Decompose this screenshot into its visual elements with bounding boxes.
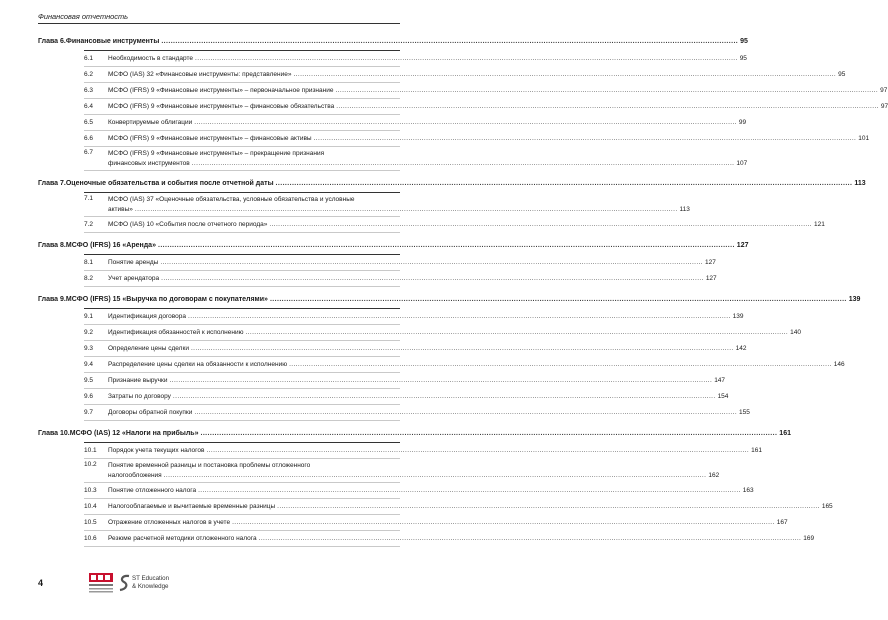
dot-leader [198, 486, 741, 496]
chapter-title: Оценочные обязательства и события после отчетной даты [65, 180, 274, 187]
section-line [108, 486, 754, 496]
section-number: 6.1 [84, 55, 94, 62]
section-entry [84, 271, 717, 287]
section-page: 147 [714, 376, 726, 384]
section-title: Идентификация договора [108, 312, 187, 320]
dot-leader [158, 242, 735, 249]
section-line [108, 312, 744, 322]
section-number: 10.6 [84, 535, 97, 542]
section-page: 146 [833, 360, 845, 368]
section-entry [84, 131, 870, 147]
section-entry [84, 255, 716, 271]
dot-leader [200, 430, 777, 437]
section-body [108, 258, 716, 268]
section-page: 139 [732, 312, 744, 320]
section-body [108, 486, 754, 496]
chapter-heading [38, 180, 866, 192]
section-body [108, 118, 746, 128]
section-title: финансовых инструментов [108, 160, 190, 167]
section-body [108, 274, 717, 284]
section-page: 97 [880, 86, 888, 94]
section-page: 162 [708, 472, 720, 479]
section-page: 154 [717, 392, 729, 400]
chapter-title: МСФО (IAS) 12 «Налоги на прибыль» [69, 430, 199, 437]
partner-logo-icon [88, 572, 114, 594]
section-number: 9.6 [84, 393, 94, 400]
section-line [108, 274, 717, 284]
section-number: 7.2 [84, 221, 94, 228]
section-line [108, 220, 825, 230]
section-line [108, 118, 746, 128]
dot-leader [161, 38, 738, 45]
section-body [108, 54, 747, 64]
section-page: 95 [739, 54, 747, 62]
section-line [108, 54, 747, 64]
section-body [108, 392, 728, 402]
chapter-heading [38, 296, 861, 308]
section-line [108, 205, 690, 215]
logo-text-line2: & Knowledge [132, 583, 169, 590]
dot-leader [170, 376, 713, 386]
section-line [108, 502, 833, 512]
section-title: Конвертируемые облигации [108, 118, 193, 126]
section-number: 6.3 [84, 87, 94, 94]
dot-leader [191, 344, 734, 354]
section-body [108, 134, 869, 144]
section-entry [84, 483, 754, 499]
section-number: 10.4 [84, 503, 97, 510]
section-line [108, 392, 728, 402]
section-entry [84, 515, 788, 531]
section-page: 140 [790, 328, 801, 336]
section-title: МСФО (IFRS) 9 «Финансовые инструменты» – финансовые активы [108, 134, 312, 142]
chapter-page: 139 [848, 296, 861, 303]
section-body [108, 344, 746, 354]
dot-leader [173, 392, 716, 402]
section-number: 10.5 [84, 519, 97, 526]
section-page: 99 [738, 118, 747, 126]
section-page: 127 [705, 274, 717, 282]
section-page: 161 [751, 446, 762, 454]
section-title: Отражение отложенных налогов в учете [108, 518, 231, 526]
section-entry [84, 325, 801, 341]
section-page: 169 [803, 534, 815, 542]
section-number: 7.1 [84, 195, 94, 202]
section-title: Необходимость в стандарте [108, 54, 194, 62]
dot-leader [135, 205, 678, 215]
section-list [84, 308, 845, 421]
section-line [108, 376, 725, 386]
dot-leader [245, 328, 788, 338]
chapter-label: Глава 6. [38, 38, 66, 45]
dot-leader [194, 408, 737, 418]
section-title: МСФО (IAS) 37 «Оценочные обязательства, условные обязательства и условные [108, 196, 355, 203]
section-body [108, 195, 690, 215]
table-of-contents [38, 34, 888, 547]
section-body [108, 518, 788, 528]
section-list [84, 442, 833, 547]
section-body [108, 102, 888, 112]
chapter-heading [38, 242, 749, 254]
section-entry [84, 193, 690, 217]
dot-leader [336, 102, 879, 112]
section-number: 6.2 [84, 71, 94, 78]
section-number: 6.5 [84, 119, 94, 126]
section-title: Признание выручки [108, 376, 168, 384]
section-title: Налогооблагаемые и вычитаемые временные разницы [108, 502, 276, 510]
section-line [108, 408, 750, 418]
section-title: МСФО (IAS) 10 «События после отчетного периода» [108, 220, 268, 228]
chapter-heading [38, 430, 791, 442]
section-title: активы» [108, 206, 133, 213]
chapter-page: 113 [854, 180, 866, 187]
section-line [108, 134, 869, 144]
dot-leader [293, 70, 836, 80]
dot-leader [277, 502, 820, 512]
running-head: Финансовая отчетность [38, 12, 400, 24]
section-body [108, 149, 747, 169]
section-body [108, 376, 725, 386]
section-title: налогообложения [108, 472, 162, 479]
section-line [108, 159, 747, 169]
section-page: 121 [814, 220, 825, 228]
chapter-title: Финансовые инструменты [65, 38, 160, 45]
section-entry [84, 341, 747, 357]
chapter-label: Глава 7. [38, 180, 66, 187]
section-page: 167 [776, 518, 788, 526]
section-page: 107 [736, 160, 748, 167]
section-entry [84, 373, 726, 389]
section-title: МСФО (IFRS) 9 «Финансовые инструменты» – финансовые обязательства [108, 102, 335, 110]
section-body [108, 312, 744, 322]
section-title: Идентификация обязанностей к исполнению [108, 328, 244, 336]
section-title: Понятие отложенного налога [108, 486, 197, 494]
dot-leader [188, 312, 731, 322]
section-title: МСФО (IAS) 32 «Финансовые инструменты: представление» [108, 70, 292, 78]
section-number: 9.7 [84, 409, 94, 416]
section-line [108, 446, 762, 456]
section-entry [84, 99, 888, 115]
section-list [84, 192, 825, 233]
section-entry [84, 309, 744, 325]
section-list [84, 50, 888, 171]
section-body [108, 360, 845, 370]
section-body [108, 446, 762, 456]
section-body [108, 502, 833, 512]
dot-leader [259, 534, 802, 544]
dot-leader [335, 86, 878, 96]
section-title: МСФО (IFRS) 9 «Финансовые инструменты» – первоначальное признание [108, 86, 334, 94]
section-number: 9.4 [84, 361, 94, 368]
section-entry [84, 459, 720, 483]
section-body [108, 220, 825, 230]
section-line [108, 360, 845, 370]
section-title: Учет арендатора [108, 274, 160, 282]
dot-leader [232, 518, 775, 528]
section-number: 6.6 [84, 135, 94, 142]
section-body [108, 70, 845, 80]
dot-leader [160, 258, 703, 268]
section-number: 9.3 [84, 345, 94, 352]
section-title: МСФО (IFRS) 9 «Финансовые инструменты» – прекращение признания [108, 150, 325, 157]
section-page: 155 [739, 408, 750, 416]
st-education-logo [118, 572, 198, 596]
dot-leader [206, 446, 749, 456]
dot-leader [161, 274, 704, 284]
chapter-page: 127 [736, 242, 749, 249]
section-number: 9.1 [84, 313, 94, 320]
section-number: 10.2 [84, 461, 97, 468]
page-footer [38, 568, 400, 598]
section-number: 9.5 [84, 377, 94, 384]
chapter-page: 161 [779, 430, 791, 437]
section-title: Распределение цены сделки на обязанности к исполнению [108, 360, 288, 368]
dot-leader [314, 134, 857, 144]
logo-text-line1: ST Education [132, 575, 170, 582]
dot-leader [289, 360, 832, 370]
section-entry [84, 83, 888, 99]
section-line [108, 149, 747, 159]
section-line [108, 70, 845, 80]
section-line [108, 102, 888, 112]
dot-leader [192, 159, 735, 169]
section-entry [84, 51, 747, 67]
dot-leader [195, 54, 738, 64]
section-entry [84, 357, 845, 373]
section-page: 101 [858, 134, 870, 142]
section-entry [84, 217, 825, 233]
section-number: 6.7 [84, 149, 94, 156]
section-page: 127 [704, 258, 716, 266]
section-number: 8.2 [84, 275, 94, 282]
st-swirl-icon [118, 573, 132, 593]
dot-leader [269, 220, 812, 230]
section-line [108, 195, 690, 205]
section-page: 163 [742, 486, 754, 494]
section-title: Резюме расчетной методики отложенного налога [108, 534, 257, 542]
section-title: Порядок учета текущих налогов [108, 446, 205, 454]
section-number: 10.3 [84, 487, 97, 494]
section-body [108, 328, 801, 338]
section-number: 8.1 [84, 259, 94, 266]
chapter-title: МСФО (IFRS) 16 «Аренда» [65, 242, 156, 249]
section-line [108, 258, 716, 268]
section-line [108, 461, 719, 471]
section-body [108, 461, 719, 481]
chapter-page: 95 [740, 38, 748, 45]
section-page: 95 [838, 70, 846, 78]
section-page: 142 [735, 344, 747, 352]
dot-leader [164, 471, 707, 481]
section-entry [84, 67, 846, 83]
section-number: 9.2 [84, 329, 94, 336]
section-title: Понятие временной разницы и постановка проблемы отложенного [108, 462, 311, 469]
section-list [84, 254, 717, 287]
dot-leader [270, 296, 847, 303]
section-body [108, 86, 887, 96]
section-entry [84, 147, 748, 171]
section-line [108, 86, 887, 96]
section-line [108, 328, 801, 338]
section-title: Затраты по договору [108, 392, 171, 400]
chapter-label: Глава 10. [38, 430, 70, 437]
section-entry [84, 115, 747, 131]
section-entry [84, 405, 750, 421]
section-line [108, 518, 788, 528]
section-title: Определение цены сделки [108, 344, 189, 352]
section-page: 97 [880, 102, 888, 110]
chapter-label: Глава 9. [38, 296, 66, 303]
section-page: 165 [821, 502, 833, 510]
chapter-title: МСФО (IFRS) 15 «Выручка по договорам с покупателями» [65, 296, 268, 303]
section-title: Договоры обратной покупки [108, 408, 193, 416]
section-number: 10.1 [84, 447, 97, 454]
dot-leader [276, 180, 853, 187]
section-entry [84, 531, 815, 547]
section-number: 6.4 [84, 103, 94, 110]
section-page: 113 [679, 206, 690, 213]
section-title: Понятие аренды [108, 258, 159, 266]
section-line [108, 344, 746, 354]
section-body [108, 534, 814, 544]
section-entry [84, 499, 833, 515]
page-number: 4 [38, 578, 44, 588]
chapter-heading [38, 38, 748, 50]
section-line [108, 471, 719, 481]
section-body [108, 408, 750, 418]
section-entry [84, 443, 762, 459]
section-line [108, 534, 814, 544]
chapter-label: Глава 8. [38, 242, 66, 249]
section-entry [84, 389, 729, 405]
dot-leader [194, 118, 737, 128]
